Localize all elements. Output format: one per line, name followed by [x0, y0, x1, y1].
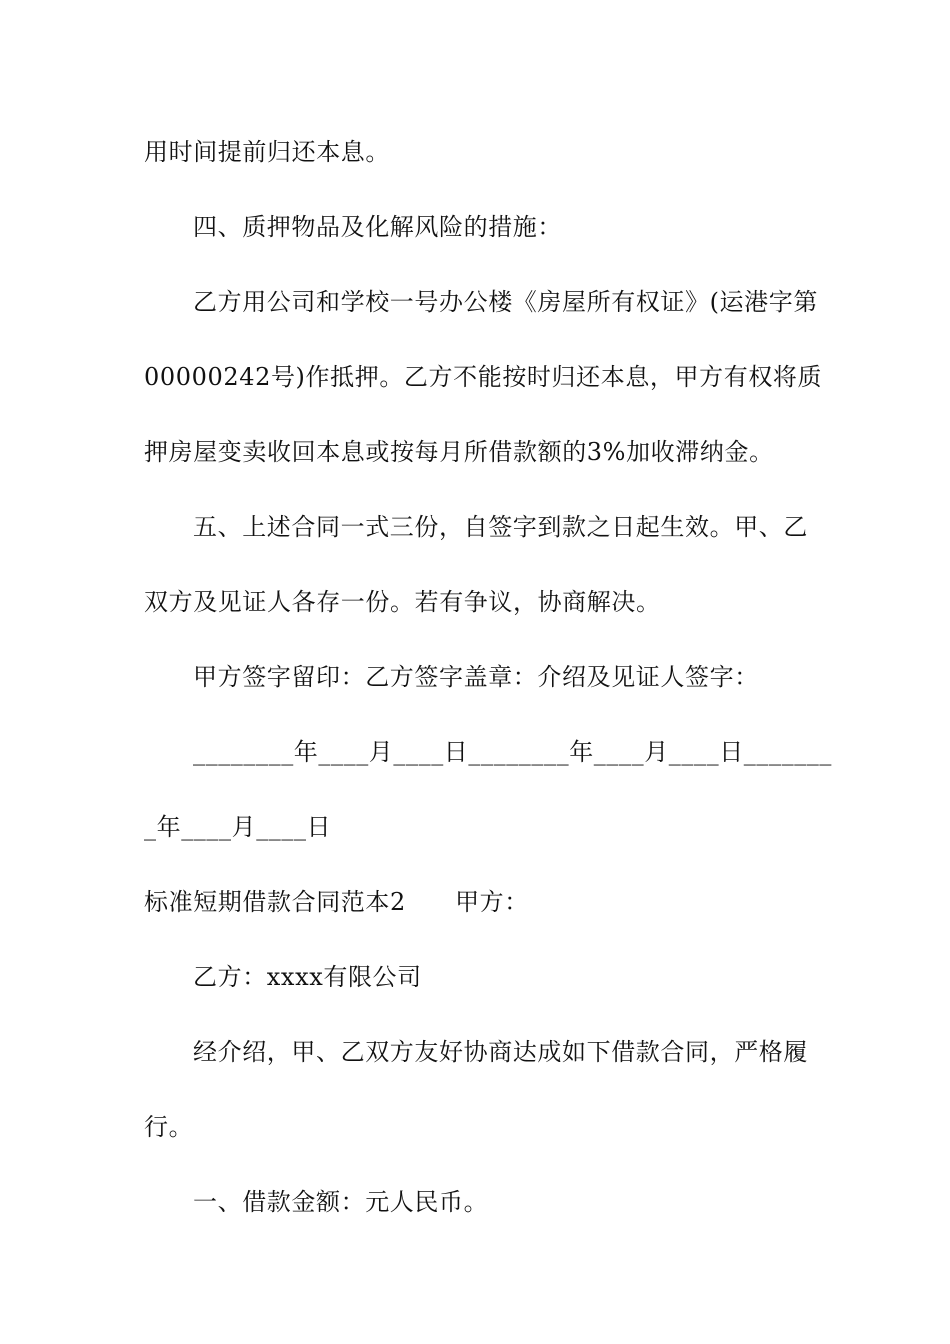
collateral-line-3: 押房屋变卖收回本息或按每月所借款额的3%加收滞纳金。	[144, 438, 774, 466]
section-heading-1: 一、借款金额：元人民币。	[193, 1188, 489, 1216]
party-b-line: 乙方：xxxx有限公司	[193, 963, 422, 991]
signature-labels: 甲方签字留印：乙方签字盖章：介绍及见证人签字：	[193, 663, 759, 691]
collateral-line-1: 乙方用公司和学校一号办公楼《房屋所有权证》(运港字第	[193, 288, 818, 316]
section-5-line-1: 五、上述合同一式三份，自签字到款之日起生效。甲、乙	[193, 513, 808, 541]
intro-line-2: 行。	[144, 1113, 194, 1141]
section-heading-4: 四、质押物品及化解风险的措施：	[193, 213, 562, 241]
contract-title-2: 标准短期借款合同范本2 甲方：	[144, 888, 529, 916]
intro-line-1: 经介绍，甲、乙双方友好协商达成如下借款合同，严格履	[193, 1038, 808, 1066]
date-blanks-line-2: _年____月____日	[144, 813, 332, 841]
section-5-line-2: 双方及见证人各存一份。若有争议，协商解决。	[144, 588, 661, 616]
collateral-line-2: 00000242号)作抵押。乙方不能按时归还本息，甲方有权将质	[144, 363, 823, 391]
date-blanks-line-1: ________年____月____日________年____月____日_______	[193, 738, 832, 766]
paragraph-continuation: 用时间提前归还本息。	[144, 138, 390, 166]
